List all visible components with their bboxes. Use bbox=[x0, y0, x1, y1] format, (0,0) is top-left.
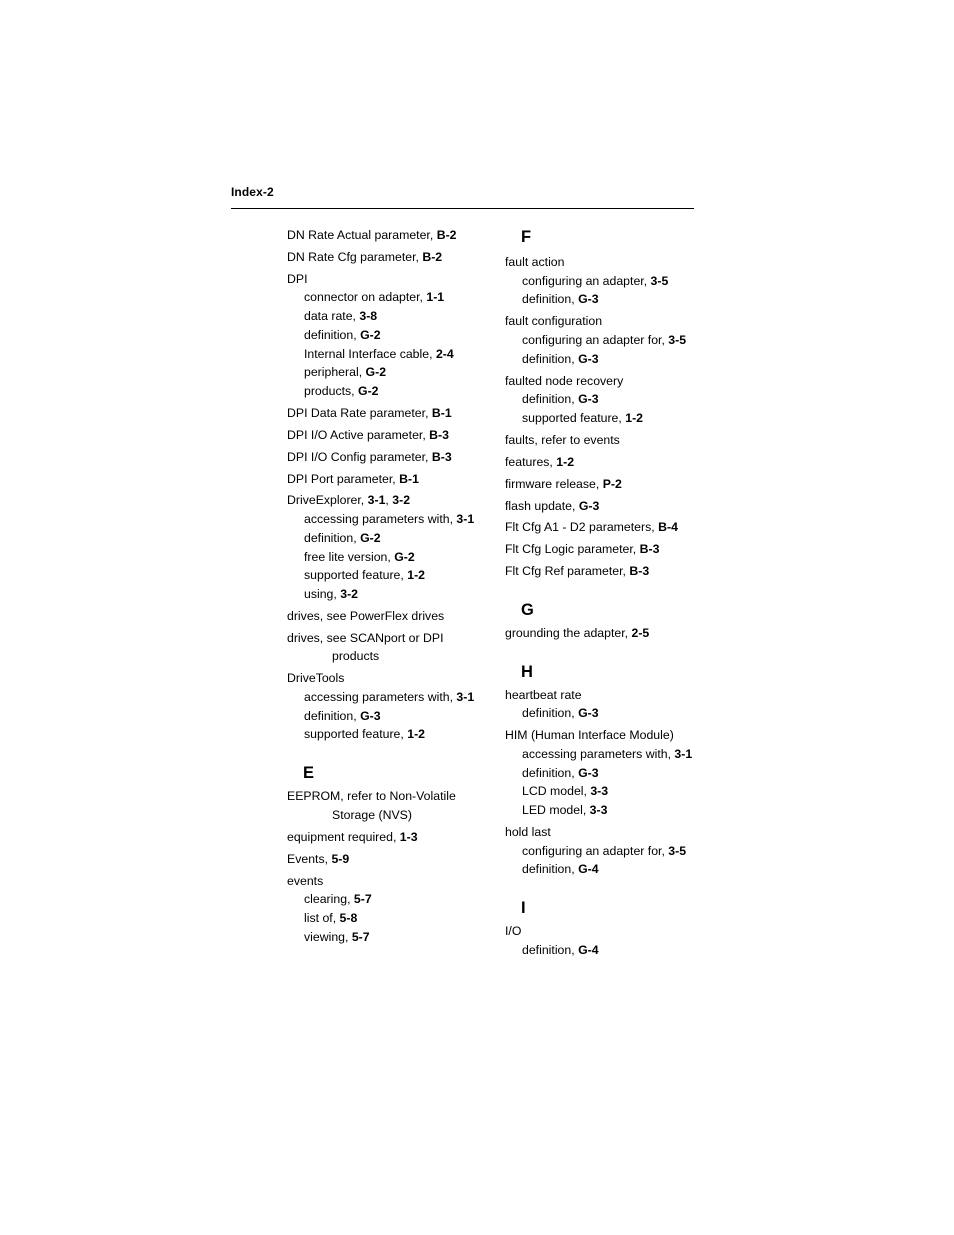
index-term-text: Flt Cfg A1 - D2 parameters, bbox=[505, 520, 659, 535]
page-reference: G-3 bbox=[578, 392, 599, 407]
index-term-text: drives, see SCANport or DPI bbox=[287, 630, 444, 645]
index-column-right bbox=[505, 226, 700, 963]
page-reference: 3-1 bbox=[456, 690, 475, 705]
index-subentry bbox=[287, 928, 487, 947]
index-subentry-text: configuring an adapter for, bbox=[522, 333, 669, 347]
page-reference: 3-1 bbox=[367, 493, 386, 508]
index-subentry-text: configuring an adapter, bbox=[522, 273, 651, 288]
index-term bbox=[287, 787, 487, 806]
index-term bbox=[505, 823, 700, 842]
index-term bbox=[505, 562, 700, 581]
index-term-text: DPI I/O Active parameter, bbox=[287, 427, 430, 442]
index-subentry-text: LCD model, bbox=[522, 784, 591, 799]
index-subentry-text: clearing, bbox=[304, 892, 354, 907]
page-reference: 3-5 bbox=[668, 843, 687, 858]
page-reference: 3-5 bbox=[668, 333, 687, 347]
index-term-separator: , bbox=[385, 493, 393, 508]
index-entry bbox=[505, 726, 700, 820]
page-reference: 2-4 bbox=[435, 346, 454, 361]
index-subentry-text: definition, bbox=[522, 351, 579, 366]
index-term-text: fault configuration bbox=[505, 314, 603, 329]
page-reference: B-3 bbox=[639, 542, 660, 557]
index-subentry-text: configuring an adapter for, bbox=[522, 843, 669, 858]
index-subentry bbox=[505, 331, 700, 350]
index-subentry bbox=[505, 764, 700, 783]
page-reference: 3-1 bbox=[674, 746, 693, 761]
page-reference: G-3 bbox=[578, 351, 599, 366]
page-reference: B-2 bbox=[436, 228, 457, 242]
index-subentry bbox=[287, 288, 487, 307]
index-term bbox=[287, 426, 487, 445]
index-subentry-text: list of, bbox=[304, 910, 340, 925]
index-entry bbox=[505, 540, 700, 559]
index-subentry bbox=[505, 782, 700, 801]
page-reference: G-3 bbox=[578, 765, 599, 780]
page-reference: G-2 bbox=[360, 327, 381, 342]
page-reference: 2-5 bbox=[631, 625, 650, 640]
running-head: Index-2 bbox=[231, 185, 274, 199]
index-entry bbox=[505, 562, 700, 581]
index-entry bbox=[505, 518, 700, 537]
index-term bbox=[287, 629, 487, 648]
index-term-text: Events, bbox=[287, 851, 332, 866]
index-term bbox=[505, 540, 700, 559]
index-letter-heading: I bbox=[521, 899, 526, 918]
index-entry bbox=[287, 248, 487, 267]
page-reference: B-4 bbox=[658, 520, 678, 535]
page-reference: B-1 bbox=[399, 471, 419, 486]
index-entry bbox=[287, 404, 487, 423]
index-term-text: Flt Cfg Ref parameter, bbox=[505, 564, 630, 579]
index-subentry-text: definition, bbox=[304, 530, 361, 545]
page-reference: G-2 bbox=[358, 384, 379, 398]
index-entry bbox=[505, 686, 700, 723]
index-letter-heading: H bbox=[521, 662, 533, 681]
index-subentry-text: supported feature, bbox=[304, 727, 408, 742]
index-term bbox=[287, 404, 487, 423]
index-term bbox=[505, 922, 700, 941]
page-reference: 3-3 bbox=[590, 784, 609, 799]
index-term-text: DPI Data Rate parameter, bbox=[287, 405, 432, 420]
index-term bbox=[287, 226, 487, 245]
page-reference: 3-3 bbox=[589, 803, 608, 818]
index-term-text: HIM (Human Interface Module) bbox=[505, 728, 674, 743]
page-reference: G-2 bbox=[365, 365, 387, 380]
page-reference: 5-7 bbox=[353, 892, 372, 907]
index-entry bbox=[287, 669, 487, 744]
page-reference: G-4 bbox=[578, 862, 599, 877]
page-reference: 3-2 bbox=[392, 493, 411, 508]
index-letter-heading: F bbox=[521, 228, 532, 246]
page-reference: 3-8 bbox=[359, 309, 378, 324]
index-term bbox=[505, 624, 700, 643]
index-subentry-text: LED model, bbox=[522, 803, 590, 818]
index-subentry bbox=[287, 548, 487, 567]
index-term-text: I/O bbox=[505, 924, 522, 939]
index-term bbox=[287, 248, 487, 267]
index-subentry bbox=[287, 566, 487, 585]
page-reference: 3-1 bbox=[456, 512, 475, 527]
index-subentry bbox=[505, 860, 700, 879]
page-reference: G-3 bbox=[578, 706, 599, 721]
index-term bbox=[287, 491, 487, 510]
index-term bbox=[287, 448, 487, 467]
index-subentry-text: connector on adapter, bbox=[304, 290, 427, 305]
index-term-text: DPI I/O Config parameter, bbox=[287, 449, 432, 464]
page-reference: 5-8 bbox=[339, 910, 358, 925]
index-entry bbox=[505, 823, 700, 879]
index-term-text: faulted node recovery bbox=[505, 373, 624, 388]
page-reference: B-1 bbox=[431, 405, 452, 420]
index-term bbox=[505, 312, 700, 331]
page-reference: G-2 bbox=[360, 530, 381, 545]
index-entry bbox=[505, 431, 700, 450]
index-subentry-text: definition, bbox=[304, 327, 361, 342]
index-subentry-text: supported feature, bbox=[522, 411, 626, 425]
index-term bbox=[505, 475, 700, 494]
index-entry bbox=[287, 629, 487, 666]
index-term bbox=[505, 497, 700, 516]
index-subentry bbox=[287, 688, 487, 707]
index-subentry bbox=[505, 390, 700, 409]
index-subentry bbox=[287, 725, 487, 744]
index-term bbox=[287, 828, 487, 847]
index-column-left bbox=[287, 226, 487, 950]
index-subentry bbox=[505, 350, 700, 369]
index-term bbox=[287, 270, 487, 289]
index-subentry bbox=[505, 745, 700, 764]
index-entry bbox=[287, 448, 487, 467]
index-term-text: grounding the adapter, bbox=[505, 625, 632, 640]
index-subentry-text: definition, bbox=[522, 862, 579, 877]
index-term-text: DPI bbox=[287, 271, 308, 286]
index-term-text: heartbeat rate bbox=[505, 687, 582, 702]
index-subentry-text: definition, bbox=[522, 292, 579, 307]
index-term-text: DriveTools bbox=[287, 671, 345, 686]
index-term-text: DN Rate Cfg parameter, bbox=[287, 249, 423, 264]
index-subentry bbox=[287, 585, 487, 604]
page-reference: 1-2 bbox=[407, 568, 426, 583]
index-letter-heading: G bbox=[521, 600, 534, 619]
index-term bbox=[505, 253, 700, 272]
index-subentry-text: definition, bbox=[522, 706, 579, 721]
index-subentry-text: using, bbox=[304, 586, 341, 601]
index-subentry bbox=[505, 704, 700, 723]
index-term-text: hold last bbox=[505, 824, 551, 839]
page-reference: 1-2 bbox=[625, 411, 644, 425]
index-subentry bbox=[287, 529, 487, 548]
index-entry bbox=[505, 475, 700, 494]
index-subentry bbox=[287, 890, 487, 909]
index-subentry-text: viewing, bbox=[304, 929, 352, 944]
index-term-text: DPI Port parameter, bbox=[287, 471, 400, 486]
page-reference: 1-2 bbox=[556, 454, 575, 469]
page-reference: G-2 bbox=[394, 549, 415, 564]
index-subentry-text: supported feature, bbox=[304, 568, 408, 583]
index-entry bbox=[287, 607, 487, 626]
index-term-text: DriveExplorer, bbox=[287, 493, 368, 508]
index-subentry bbox=[287, 363, 487, 382]
index-subentry bbox=[287, 510, 487, 529]
index-subentry-text: definition, bbox=[522, 765, 579, 780]
index-subentry bbox=[287, 382, 487, 401]
index-term-text: events bbox=[287, 873, 324, 888]
index-term-text: firmware release, bbox=[505, 476, 603, 491]
index-entry bbox=[505, 372, 700, 428]
index-term bbox=[287, 669, 487, 688]
index-term bbox=[505, 372, 700, 391]
page-reference: B-3 bbox=[629, 564, 650, 579]
index-subentry-text: Internal Interface cable, bbox=[304, 346, 436, 361]
index-letter-heading: E bbox=[303, 764, 315, 783]
index-entry bbox=[505, 922, 700, 959]
page-reference: P-2 bbox=[602, 476, 622, 491]
index-term bbox=[505, 453, 700, 472]
page-reference: 3-2 bbox=[340, 586, 359, 601]
page-reference: 5-7 bbox=[351, 929, 370, 944]
index-subentry-text: definition, bbox=[522, 942, 579, 957]
index-subentry bbox=[505, 272, 700, 291]
index-term bbox=[287, 607, 487, 626]
index-entry bbox=[505, 453, 700, 472]
index-entry bbox=[505, 253, 700, 309]
index-entry bbox=[287, 491, 487, 603]
index-subentry bbox=[287, 307, 487, 326]
index-subentry-text: accessing parameters with, bbox=[304, 690, 457, 705]
index-subentry-text: accessing parameters with, bbox=[522, 746, 675, 761]
index-subentry bbox=[505, 409, 700, 428]
index-entry bbox=[287, 426, 487, 445]
page-reference: B-3 bbox=[429, 427, 449, 442]
page-reference: G-3 bbox=[578, 498, 600, 513]
page-reference: 1-1 bbox=[426, 290, 445, 305]
index-term-continuation: Storage (NVS) bbox=[332, 807, 412, 822]
index-entry bbox=[505, 624, 700, 643]
index-subentry bbox=[505, 842, 700, 861]
index-term-text: features, bbox=[505, 454, 557, 469]
index-term bbox=[287, 470, 487, 489]
index-subentry bbox=[287, 909, 487, 928]
index-term-text: DN Rate Actual parameter, bbox=[287, 228, 437, 242]
index-subentry-text: definition, bbox=[304, 708, 361, 723]
page-reference: 1-3 bbox=[399, 829, 418, 844]
header-rule bbox=[231, 208, 694, 209]
index-subentry bbox=[505, 290, 700, 309]
page-reference: 5-9 bbox=[331, 851, 350, 866]
index-subentry-text: products, bbox=[304, 384, 358, 398]
page-reference: 3-5 bbox=[650, 273, 669, 288]
index-subentry bbox=[287, 707, 487, 726]
index-subentry bbox=[287, 345, 487, 364]
index-term bbox=[505, 431, 700, 450]
index-entry bbox=[505, 497, 700, 516]
index-subentry-text: data rate, bbox=[304, 309, 360, 324]
page-reference: G-3 bbox=[360, 708, 381, 723]
index-subentry-text: accessing parameters with, bbox=[304, 512, 457, 527]
index-term bbox=[505, 686, 700, 705]
index-subentry-text: peripheral, bbox=[304, 365, 366, 380]
index-term-text: fault action bbox=[505, 255, 565, 269]
index-term-text: flash update, bbox=[505, 498, 579, 513]
index-entry bbox=[287, 270, 487, 401]
index-subentry bbox=[505, 941, 700, 960]
index-term bbox=[505, 518, 700, 537]
index-term-text: Flt Cfg Logic parameter, bbox=[505, 542, 640, 557]
index-entry bbox=[287, 226, 487, 245]
index-term bbox=[287, 850, 487, 869]
index-term bbox=[287, 872, 487, 891]
index-term-text: equipment required, bbox=[287, 829, 400, 844]
index-subentry bbox=[505, 801, 700, 820]
page-reference: 1-2 bbox=[407, 727, 426, 742]
index-entry bbox=[287, 872, 487, 947]
index-entry bbox=[505, 312, 700, 368]
page-reference: B-2 bbox=[422, 249, 443, 264]
index-term-text: faults, refer to events bbox=[505, 432, 620, 447]
page-reference: G-4 bbox=[578, 942, 599, 957]
index-subentry bbox=[287, 326, 487, 345]
index-entry bbox=[287, 787, 487, 824]
page-reference: B-3 bbox=[431, 449, 452, 464]
index-subentry-text: free lite version, bbox=[304, 549, 395, 564]
index-term-text: EEPROM, refer to Non-Volatile bbox=[287, 789, 456, 804]
index-entry bbox=[287, 850, 487, 869]
index-subentry-text: definition, bbox=[522, 392, 579, 407]
index-entry bbox=[287, 470, 487, 489]
index-entry bbox=[287, 828, 487, 847]
index-term-continuation: products bbox=[332, 649, 380, 664]
index-term bbox=[505, 726, 700, 745]
page-reference: G-3 bbox=[578, 292, 599, 307]
index-term-text: drives, see PowerFlex drives bbox=[287, 608, 445, 623]
